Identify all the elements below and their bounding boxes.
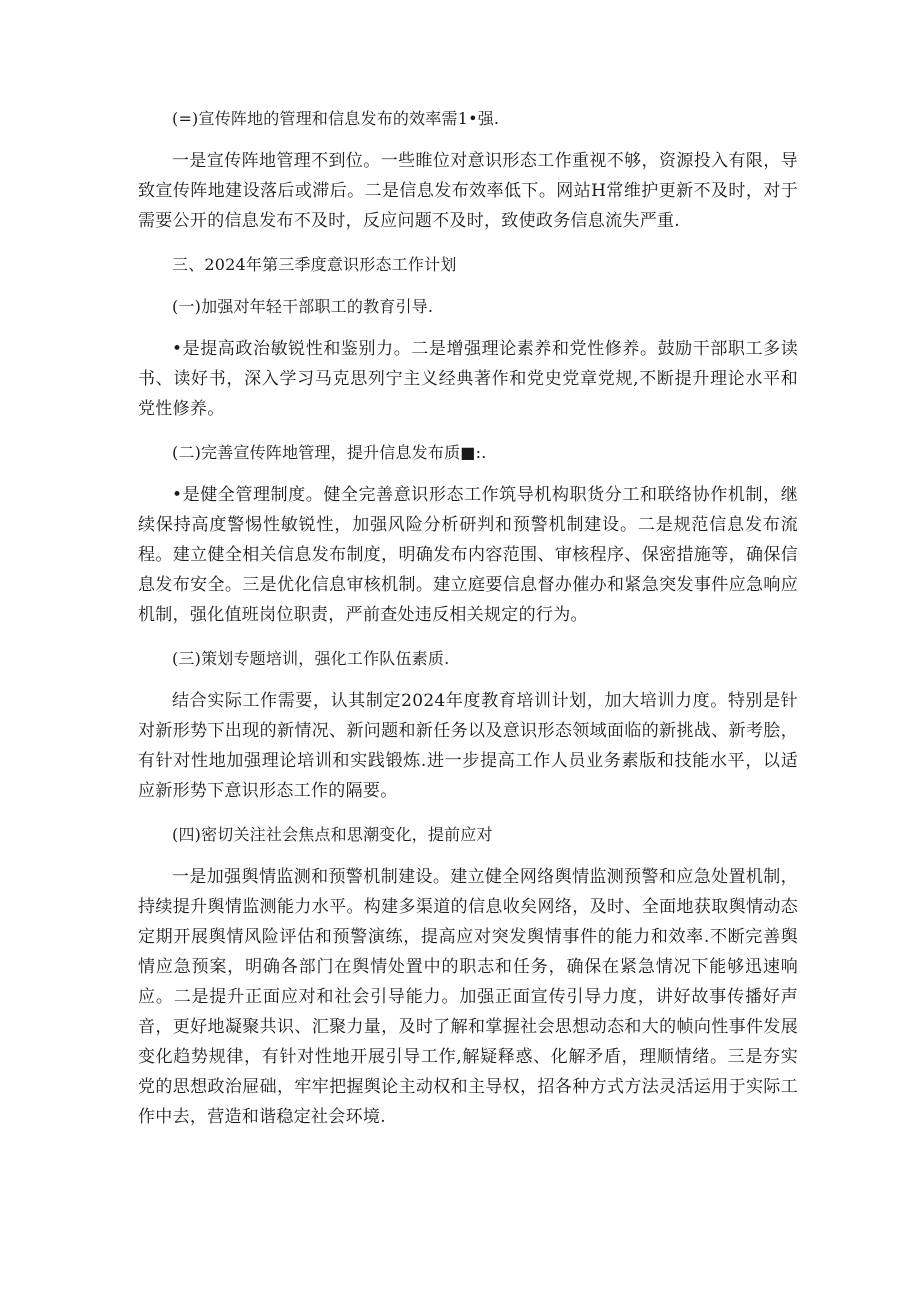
subheading-1: (一)加强对年轻干部职工的教育引导. <box>172 297 434 316</box>
paragraph-publicity-issues: 一是宣传阵地管理不到位。一些睢位对意识形态工作重视不够，资源投入有限，导致宣传阵地建设落后或滞后。二是信息发布效率低下。网站H常维护更新不及时，对于需要公开的信息发布不及时，反应问题不及时，致使政务信息流失严重. <box>138 151 798 231</box>
document-body <box>138 104 798 1132</box>
paragraph-public-opinion: 一是加强舆情监测和预警机制建设。建立健全网络舆情监测预警和应急处置机制，持续提升舆情监测能力水平。构建多渠道的信息收矣网络，及时、全面地获取舆情动态定期开展舆情风险评估和预警演练，提高应对突发舆情事件的能力和效率.不断完善舆情应急预案，明确各部门在舆情处置中的职志和任务，确保在紧急情况下能够迅速响应。二是提升正面应对和社会引导能力。加强正面宣传引导力度，讲好故事传播好声音，更好地凝聚共识、汇聚力量，及时了解和掌握社会思想动态和大的帧向性事件发展变化趋势规律，有针对性地开展引导工作,解疑释惑、化解矛盾，理顺情绪。三是夯实党的思想政治屉础，牢牢把握舆论主动权和主导权，招各种方式方法灵活运用于实际工作中去，营造和谐稳定社会环境. <box>138 867 798 1127</box>
subheading-2: (二)完善宣传阵地管理，提升信息发布质■:. <box>172 443 487 462</box>
subheading-3: (三)策划专题培训，强化工作队伍素质. <box>172 649 450 668</box>
section-heading-2: (=)宣传阵地的管理和信息发布的效率需1•强. <box>172 109 500 128</box>
paragraph-management: •是健全管理制度。健全完善意识形态工作筑导机构职货分工和联络协作机制，继续保持高度警惕性敏锐性，加强风险分析研判和预警机制建设。二是规范信息发布流程。建立健全相关信息发布制度，明确发布内容范围、审核程序、保密措施等，确保信息发布安全。三是优化信息审核机制。建立庭要信息督办催办和紧急突发事件应急响应机制，强化值班岗位职责，严前查处违反相关规定的行为。 <box>138 485 798 625</box>
section-heading-plan: 三、2024年第三季度意识形态工作计划 <box>172 255 457 274</box>
paragraph-training: 结合实际工作需要，认其制定2024年度教育培训计划，加大培训力度。特别是针对新形势下出现的新情况、新问题和新任务以及意识形态领域面临的新挑战、新考脍，有针对性地加强理论培训和实践锻炼.进一步提高工作人员业务素版和技能水平，以适应新形势下意识形态工作的隔要。 <box>138 691 798 801</box>
subheading-4: (四)密切关注社会焦点和思潮变化，提前应对 <box>172 825 493 844</box>
paragraph-education: •是提高政治敏锐性和鉴别力。二是增强理论素养和党性修养。鼓励干部职工多读书、读好书，深入学习马克思列宁主义经典著作和党史党章党规,不断提升理论水平和党性修养。 <box>138 339 798 419</box>
